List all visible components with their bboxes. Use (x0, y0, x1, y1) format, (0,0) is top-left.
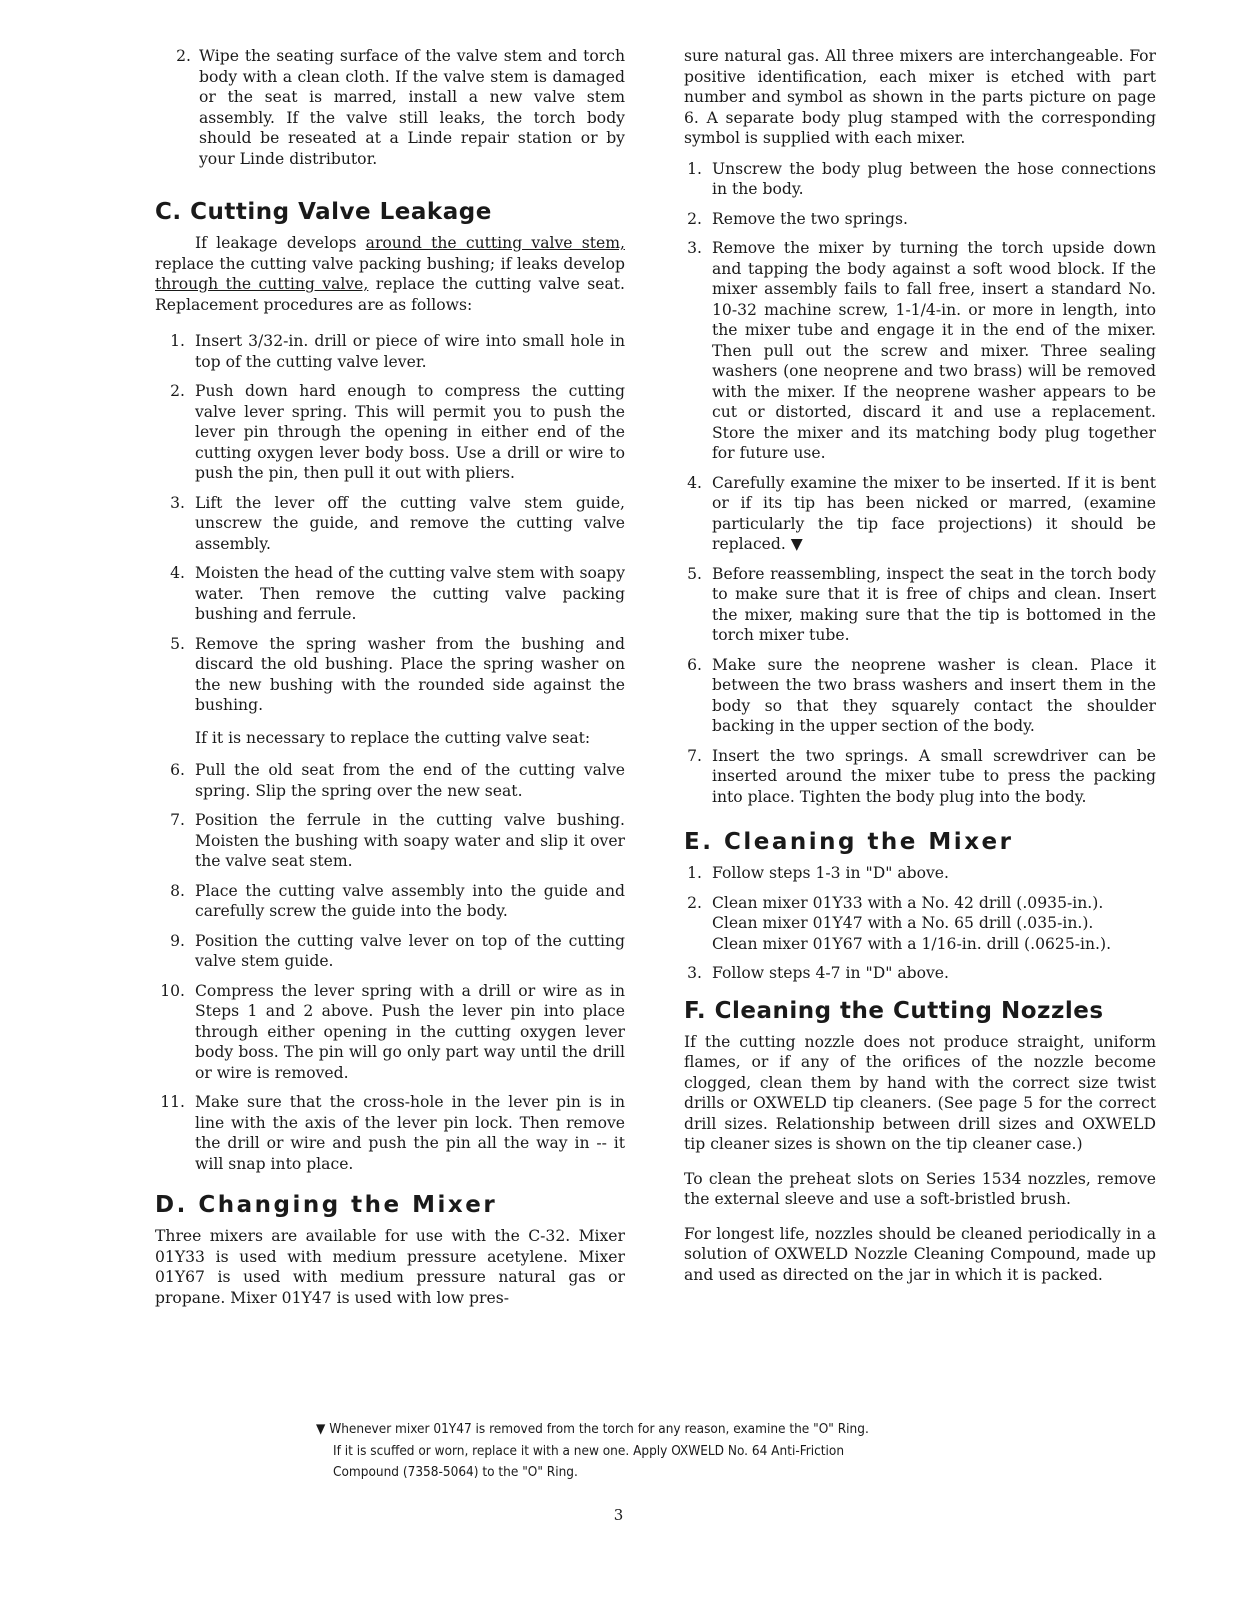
step-number: 2. (687, 893, 702, 912)
step-number: 7. (687, 746, 702, 765)
section-c-heading: C. Cutting Valve Leakage (155, 199, 492, 225)
step-number: 8. (170, 881, 185, 900)
intro-underlined-text: through the cutting valve, (155, 275, 369, 293)
step-number: 4. (687, 473, 702, 492)
section-d-heading: D. Changing the Mixer (155, 1192, 498, 1218)
section-e-heading: E. Cleaning the Mixer (684, 829, 1014, 855)
step-text-line: Clean mixer 01Y33 with a No. 42 drill (.0935-in.). (712, 893, 1104, 912)
step-number: 11. (160, 1093, 185, 1111)
list-item (684, 963, 1156, 984)
footnote-line: Compound (7358-5064) to the "O" Ring. (333, 1464, 578, 1480)
left-column (155, 46, 625, 1316)
step-text: Remove the two springs. (712, 209, 909, 228)
list-item (684, 159, 1156, 200)
step-text: Before reassembling, inspect the seat in the torch body to make sure that it is free of chips and clean. Insert the mixer, making sure that the tip is bottomed in the torch mixer tube. (712, 564, 1156, 644)
step-text: Pull the old seat from the end of the cutting valve spring. Slip the spring over the new seat. (195, 761, 625, 800)
step-number: 6. (170, 761, 185, 779)
section-f-heading: F. Cleaning the Cutting Nozzles (684, 997, 1104, 1024)
list-item (684, 473, 1156, 555)
section-f-paragraph: For longest life, nozzles should be cleaned periodically in a solution of OXWELD Nozzle Cleaning Compound, made up and used as directed on the jar in which it is packed. (684, 1224, 1156, 1284)
step-number: 5. (687, 564, 702, 583)
list-item (155, 760, 625, 801)
list-item (155, 981, 625, 1084)
step-number: 4. (170, 564, 185, 582)
footnote-line: If it is scuffed or worn, replace it with a new one. Apply OXWELD No. 64 Anti-Friction (333, 1442, 845, 1459)
footnote-line: ▼ Whenever mixer 01Y47 is removed from the torch for any reason, examine the "O" Ring. (316, 1421, 869, 1437)
step-text: Unscrew the body plug between the hose connections in the body. (712, 159, 1156, 198)
step-text: Remove the mixer by turning the torch upside down and tapping the body against a soft wood block. If the mixer assembly fails to fall free, insert a standard No. 10-32 machine screw, 1-1/4-in. or more in length, into the mixer tube and engage it in the end of the mixer. Then pull out the screw and mixer. Three sealing washers (one neoprene and two brass) will be removed with the mixer. If the neoprene washer appears to be cut or distorted, discard it and use a replacement. Store the mixer and its matching body plug together for future use. (712, 239, 1156, 462)
step-text: Position the cutting valve lever on top of the cutting valve stem guide. (195, 931, 625, 970)
list-item (684, 863, 1156, 884)
step-text: Insert the two springs. A small screwdriver can be inserted around the mixer tube to press the packing into place. Tighten the body plug into the body. (712, 746, 1156, 806)
step-text: Carefully examine the mixer to be inserted. If it is bent or if its tip has been nicked or marred, (examine particularly the tip face projections) it should be replaced. ▼ (712, 473, 1156, 553)
list-item (684, 564, 1156, 646)
step-number: 3. (687, 239, 702, 257)
section-d-intro-part2: sure natural gas. All three mixers are interchangeable. For positive identification, each mixer is etched with part number and symbol as shown in the parts picture on page 6. A separate body plug stamped with the corresponding symbol is supplied with each mixer. (684, 47, 1156, 147)
step-number: 6. (687, 655, 702, 674)
step-number: 7. (170, 811, 185, 829)
page-number: 3 (613, 1506, 624, 1524)
list-item (155, 563, 625, 625)
intro-text: replace the cutting valve packing bushing; if leaks develop (155, 254, 625, 273)
step-number: 3. (170, 493, 185, 512)
step-number: 3. (687, 964, 702, 982)
seat-replacement-note: If it is necessary to replace the cutting valve seat: (195, 728, 591, 747)
valve-stem-continued-steps (169, 46, 625, 169)
cutting-valve-steps-a (155, 331, 625, 716)
list-item (155, 881, 625, 922)
intro-underlined-text: around the cutting valve stem, (365, 234, 625, 252)
step-number: 2. (170, 382, 185, 400)
step-text: Make sure the neoprene washer is clean. Place it between the two brass washers and insert them in the body so that they squarely contact the shoulder backing in the upper section of the body. (712, 655, 1156, 735)
list-item (155, 810, 625, 872)
footnote (316, 1419, 1016, 1484)
step-text: Position the ferrule in the cutting valve bushing. Moisten the bushing with soapy water and slip it over the valve seat stem. (195, 811, 625, 870)
intro-text: replace the cutting valve seat. Replacement procedures are as follows: (155, 275, 625, 314)
step-text: Remove the spring washer from the bushing and discard the old bushing. Place the spring washer on the new bushing with the rounded side against the bushing. (195, 634, 625, 714)
list-item (155, 1092, 625, 1174)
step-text: Push down hard enough to compress the cutting valve lever spring. This will permit you to push the lever pin through the opening in either end of the cutting oxygen lever body boss. Use a drill or wire to push the pin, then pull it out with pliers. (195, 382, 625, 482)
step-text-line: Clean mixer 01Y47 with a No. 65 drill (.035-in.). (712, 914, 1094, 932)
intro-text: If leakage develops (195, 234, 366, 252)
list-item (155, 331, 625, 372)
step-text: Insert 3/32-in. drill or piece of wire into small hole in top of the cutting valve lever. (195, 332, 625, 371)
step-text: Follow steps 4-7 in "D" above. (712, 964, 949, 982)
step-text: Compress the lever spring with a drill or wire as in Steps 1 and 2 above. Push the lever pin into place through either opening in the cutting oxygen lever body boss. The pin will go only part way until the drill or wire is removed. (195, 981, 625, 1082)
list-item (155, 381, 625, 484)
step-number: 2. (176, 47, 191, 65)
section-d-intro-part1: Three mixers are available for use with the C-32. Mixer 01Y33 is used with medium pressure acetylene. Mixer 01Y67 is used with medium pressure natural gas or propane. Mixer 01Y47 is used with low pres- (155, 1227, 625, 1307)
step-number: 1. (170, 332, 185, 350)
section-f-paragraph: If the cutting nozzle does not produce straight, uniform flames, or if any of the orifices of the nozzle become clogged, clean them by hand with the correct size twist drills or OXWELD tip cleaners. (See page 5 for the correct drill sizes. Relationship between drill sizes and OXWELD tip cleaner sizes is shown on the tip cleaner case.) (684, 1032, 1156, 1153)
step-number: 1. (687, 864, 702, 882)
step-text: Place the cutting valve assembly into the guide and carefully screw the guide into the body. (195, 881, 625, 920)
step-number: 2. (687, 209, 702, 228)
list-item (684, 655, 1156, 737)
list-item (169, 46, 625, 169)
list-item (684, 746, 1156, 808)
step-number: 9. (170, 931, 185, 950)
list-item (155, 493, 625, 555)
step-text-line: Clean mixer 01Y67 with a 1/16-in. drill (.0625-in.). (712, 934, 1112, 953)
section-f-paragraph: To clean the preheat slots on Series 1534 nozzles, remove the external sleeve and use a soft-bristled brush. (684, 1169, 1156, 1208)
step-number: 10. (160, 981, 185, 1000)
list-item (684, 209, 1156, 230)
changing-mixer-steps (684, 159, 1156, 808)
section-c-intro (155, 233, 625, 315)
list-item (155, 931, 625, 972)
cutting-valve-steps-b (155, 760, 625, 1174)
step-text: Moisten the head of the cutting valve stem with soapy water. Then remove the cutting valve packing bushing and ferrule. (195, 564, 625, 623)
right-column (684, 46, 1156, 1293)
step-text: Wipe the seating surface of the valve stem and torch body with a clean cloth. If the valve stem is damaged or the seat is marred, install a new valve stem assembly. If the valve still leaks, the torch body should be reseated at a Linde repair station or by your Linde distributor. (199, 47, 625, 168)
step-number: 5. (170, 634, 185, 653)
list-item (684, 893, 1156, 955)
list-item (155, 634, 625, 716)
step-text: Lift the lever off the cutting valve stem guide, unscrew the guide, and remove the cutting valve assembly. (195, 493, 625, 553)
step-number: 1. (687, 159, 702, 178)
cleaning-mixer-steps (684, 863, 1156, 984)
step-text: Make sure that the cross-hole in the lever pin is in line with the axis of the lever pin lock. Then remove the drill or wire and push the pin all the way in -- it will snap into place. (195, 1093, 625, 1173)
step-text: Follow steps 1-3 in "D" above. (712, 864, 949, 882)
list-item (684, 238, 1156, 464)
